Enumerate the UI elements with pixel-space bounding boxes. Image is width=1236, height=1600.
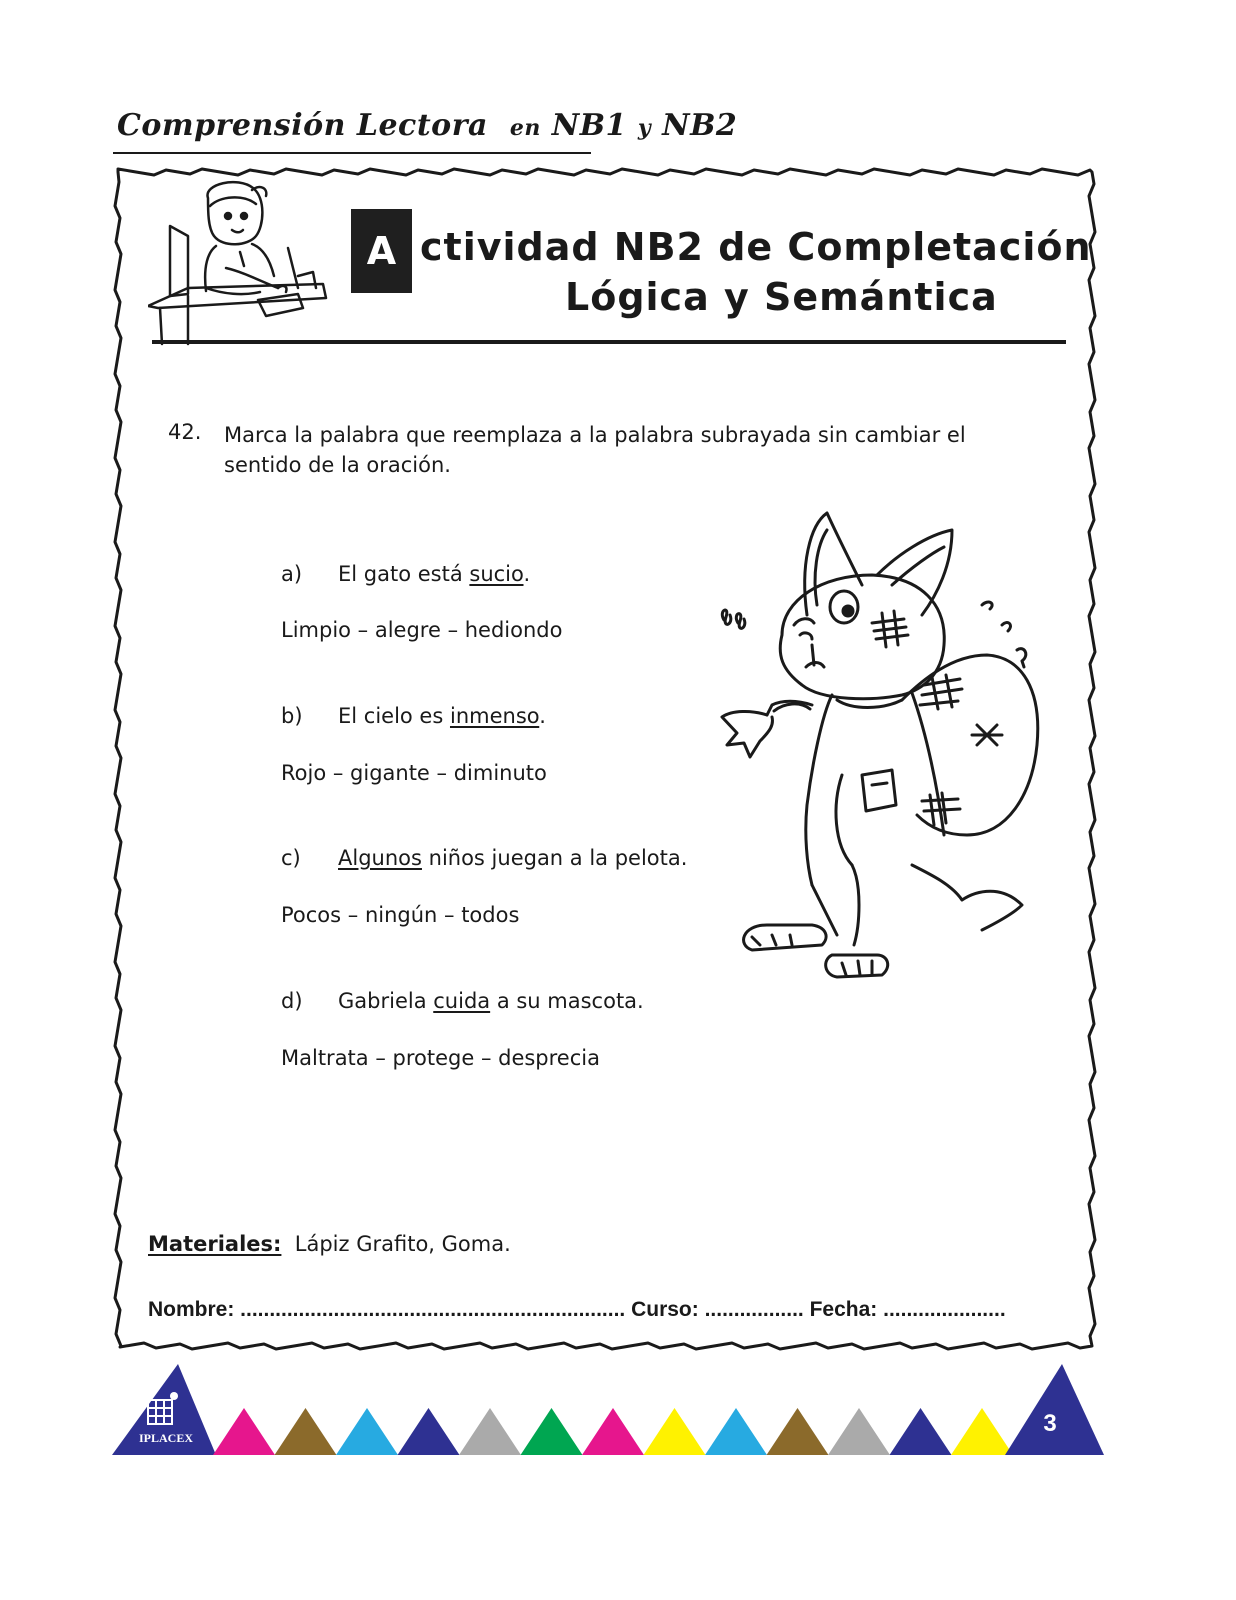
activity-title-line1: ctividad NB2 de Completación (420, 225, 1092, 269)
item-d-sentence (338, 989, 644, 1013)
footer-triangle (213, 1408, 275, 1455)
page-number: 3 (1043, 1410, 1057, 1437)
logo-text: IPLACEX (139, 1431, 194, 1445)
item-d-options: Maltrata – protege – desprecia (281, 1046, 600, 1070)
header-word-comprension: Comprensión (117, 108, 346, 143)
footer-triangle (767, 1408, 829, 1455)
footer-triangle (398, 1408, 460, 1455)
footer-triangle (459, 1408, 521, 1455)
materials-label: Materiales: (148, 1232, 282, 1256)
item-d-before: Gabriela (338, 989, 434, 1013)
activity-title-line2: Lógica y Semántica (565, 275, 998, 319)
girl-writing-illustration (148, 176, 328, 346)
question-number: 42. (168, 420, 202, 444)
student-info-line: Nombre: .................................................................. Curso: ................. Fecha: ..................... (148, 1298, 1006, 1321)
item-a-underlined-word: sucio (469, 562, 524, 586)
item-d-underlined-word: cuida (433, 989, 491, 1013)
footer-triangle (951, 1408, 1013, 1455)
item-a-sentence (338, 562, 530, 586)
item-c-sentence (338, 846, 687, 870)
item-b-before: El cielo es (338, 704, 450, 728)
footer-triangle (275, 1408, 337, 1455)
activity-initial-letter: A (351, 209, 412, 293)
item-a-letter: a) (281, 562, 303, 586)
footer-triangle (890, 1408, 952, 1455)
footer-triangle (828, 1408, 890, 1455)
footer-triangle (521, 1408, 583, 1455)
logo-dot-icon (170, 1392, 178, 1400)
header-word-en: en (509, 115, 541, 141)
item-d-after: a su mascota. (490, 989, 644, 1013)
footer-triangle (644, 1408, 706, 1455)
materials-value: Lápiz Grafito, Goma. (294, 1232, 511, 1256)
item-b-options: Rojo – gigante – diminuto (281, 761, 547, 785)
header-word-nb2: NB2 (662, 108, 738, 143)
question-instructions: Marca la palabra que reemplaza a la palabra subrayada sin cambiar el sentido de la oración. (224, 423, 966, 477)
item-c-options: Pocos – ningún – todos (281, 903, 520, 927)
activity-title-rule (152, 340, 1066, 344)
header-word-lectora: Lectora (356, 108, 488, 143)
item-b-underlined-word: inmenso (449, 704, 540, 728)
item-a-after: . (523, 562, 531, 586)
item-c-after: niños juegan a la pelota. (421, 846, 688, 870)
item-b-after: . (539, 704, 546, 728)
materials-line (148, 1232, 511, 1256)
item-a-before: El gato está (338, 562, 470, 586)
header-word-nb1: NB1 (551, 108, 627, 143)
dirty-cat-illustration (712, 505, 1062, 985)
item-b-letter: b) (281, 704, 303, 728)
footer-triangle (336, 1408, 398, 1455)
footer-triangle (582, 1408, 644, 1455)
item-d-letter: d) (281, 989, 303, 1013)
footer-triangle (705, 1408, 767, 1455)
item-c-underlined-word: Algunos (338, 846, 422, 870)
header-word-y: y (637, 115, 652, 141)
item-c-letter: c) (281, 846, 301, 870)
item-a-options: Limpio – alegre – hediondo (281, 618, 563, 642)
item-b-sentence (338, 704, 546, 728)
